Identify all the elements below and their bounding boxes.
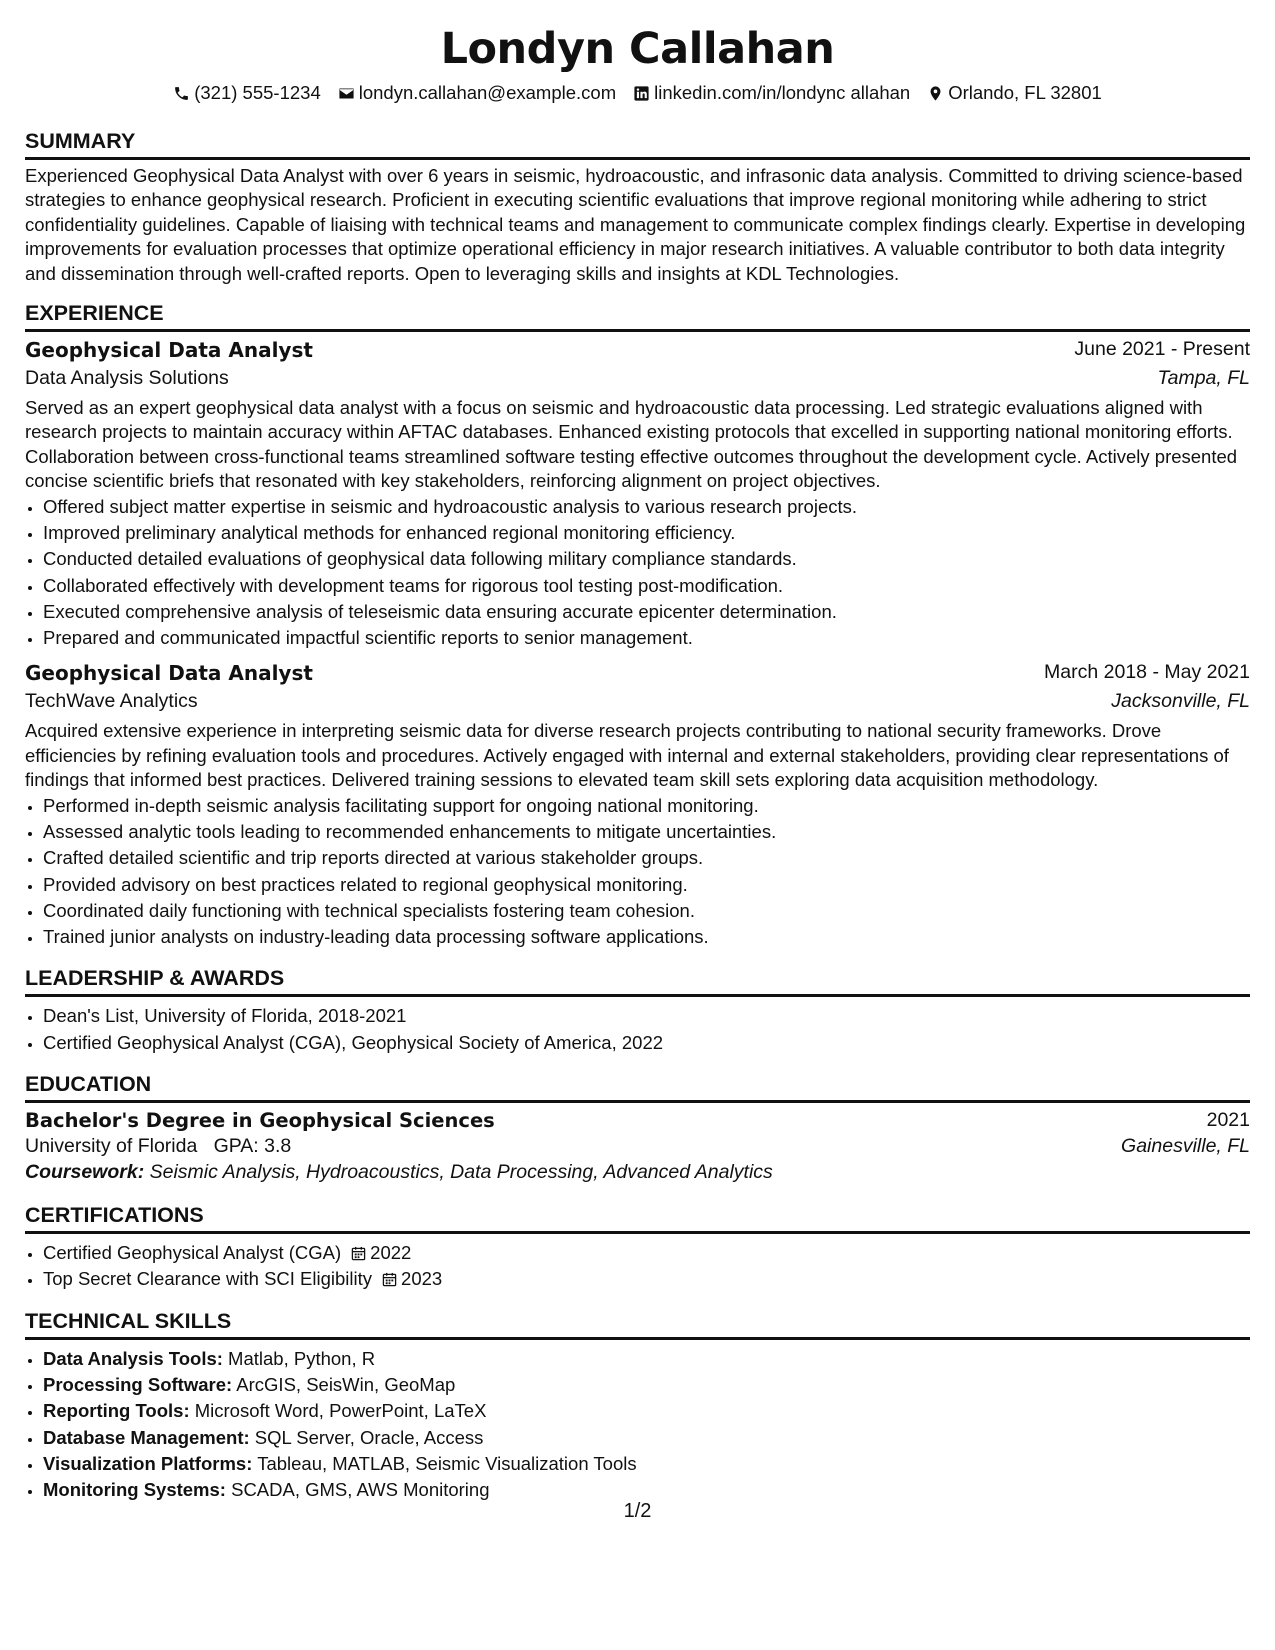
skill-value: SQL Server, Oracle, Access (254, 1426, 484, 1448)
awards-list (25, 1003, 1250, 1056)
skill-label: Database Management: (43, 1426, 250, 1448)
calendar-icon (351, 1246, 366, 1261)
skill-value: Tableau, MATLAB, Seismic Visualization Tools (257, 1452, 637, 1474)
list-item (43, 1266, 1250, 1292)
summary-text: Experienced Geophysical Data Analyst with over 6 years in seismic, hydroacoustic, and infrasonic data analysis. Committed to driving science-based strategies to enhance geophysical research. Proficient in executing scientific evaluations that improve regional monitoring while adhering to strict confidentiality guidelines. Capable of liaising with technical teams and management to communicate complex findings clearly. Expertise in developing improvements for evaluation processes that optimize operational efficiency in major research initiatives. A valuable contributor to both data integrity and dissemination through well-crafted reports. Open to leveraging skills and insights at KDL Technologies. (25, 165, 1246, 284)
job-dates: June 2021 - Present (1074, 338, 1250, 361)
job-location: Jacksonville, FL (1111, 690, 1250, 713)
job-company: Data Analysis Solutions (25, 367, 229, 390)
list-item: • Improved preliminary analytical methods for enhanced regional monitoring efficiency. (43, 520, 1250, 546)
skill-value: Microsoft Word, PowerPoint, LaTeX (194, 1400, 487, 1422)
skills-list (25, 1346, 1250, 1504)
list-item (43, 1346, 1250, 1372)
certifications-heading: CERTIFICATIONS (25, 1201, 1250, 1234)
skill-label: Monitoring Systems: (43, 1479, 226, 1501)
email-text: londyn.callahan@example.com (358, 82, 617, 103)
list-item: • Dean's List, University of Florida, 2018-2021 (43, 1003, 1250, 1029)
candidate-name: Londyn Callahan (440, 24, 835, 74)
list-item (43, 1425, 1250, 1451)
certifications-section (25, 1201, 1250, 1293)
cert-year: 2023 (401, 1268, 443, 1290)
contact-email[interactable] (338, 80, 616, 106)
skill-value: Matlab, Python, R (228, 1347, 376, 1369)
job-entry (25, 661, 1250, 950)
awards-section (25, 964, 1250, 1056)
list-item: • Crafted detailed scientific and trip reports directed at various stakeholder groups. (43, 845, 1250, 871)
page-number: 1/2 (623, 1500, 652, 1522)
job-location: Tampa, FL (1157, 367, 1250, 390)
skills-heading: TECHNICAL SKILLS (25, 1307, 1250, 1340)
education-section (25, 1070, 1250, 1187)
contact-phone (173, 80, 321, 106)
school-name: University of Florida (25, 1135, 198, 1158)
list-item: • Offered subject matter expertise in seismic and hydroacoustic analysis to various research projects. (43, 494, 1250, 520)
envelope-icon (338, 85, 355, 102)
summary-heading: SUMMARY (25, 127, 1250, 160)
job-dates: March 2018 - May 2021 (1044, 661, 1250, 684)
gpa: GPA: 3.8 (213, 1135, 292, 1158)
list-item (43, 1372, 1250, 1398)
list-item (43, 1451, 1250, 1477)
list-item: • Executed comprehensive analysis of teleseismic data ensuring accurate epicenter determination. (43, 599, 1250, 625)
list-item: • Coordinated daily functioning with technical specialists fostering team cohesion. (43, 898, 1250, 924)
job-description: Acquired extensive experience in interpreting seismic data for diverse research projects contributing to national security frameworks. Drove efficiencies by refining evaluation tools and procedures. Actively engaged with internal and external stakeholders, providing clear representations of findings that informed best practices. Delivered training sessions to elevated team skill sets exploring data acquisition methodology. (25, 720, 1229, 791)
cert-name: Top Secret Clearance with SCI Eligibility (43, 1268, 373, 1290)
education-heading: EDUCATION (25, 1070, 1250, 1103)
contact-bar (25, 80, 1250, 106)
job-title: Geophysical Data Analyst (25, 661, 313, 686)
skills-section (25, 1307, 1250, 1504)
coursework (25, 1158, 1250, 1187)
list-item: • Certified Geophysical Analyst (CGA), Geophysical Society of America, 2022 (43, 1030, 1250, 1056)
degree-title: Bachelor's Degree in Geophysical Sciences (25, 1109, 495, 1133)
linkedin-text: linkedin.com/in/londync allahan (654, 82, 911, 103)
contact-linkedin[interactable] (633, 80, 910, 106)
job-title: Geophysical Data Analyst (25, 338, 313, 363)
list-item: • Prepared and communicated impactful scientific reports to senior management. (43, 625, 1250, 651)
skill-value: SCADA, GMS, AWS Monitoring (231, 1479, 490, 1501)
location-text: Orlando, FL 32801 (948, 82, 1102, 103)
cert-name: Certified Geophysical Analyst (CGA) (43, 1242, 342, 1264)
list-item: • Conducted detailed evaluations of geophysical data following military compliance standards. (43, 546, 1250, 572)
list-item (43, 1240, 1250, 1266)
coursework-label: Coursework: (25, 1161, 145, 1184)
linkedin-icon (633, 85, 650, 102)
skill-value: ArcGIS, SeisWin, GeoMap (236, 1373, 456, 1395)
school-location: Gainesville, FL (1121, 1135, 1250, 1158)
list-item: • Assessed analytic tools leading to recommended enhancements to mitigate uncertainties. (43, 819, 1250, 845)
contact-location (927, 80, 1102, 106)
list-item: • Provided advisory on best practices related to regional geophysical monitoring. (43, 872, 1250, 898)
calendar-icon (382, 1272, 397, 1287)
skill-label: Processing Software: (43, 1373, 233, 1395)
skill-label: Reporting Tools: (43, 1400, 190, 1422)
job-company: TechWave Analytics (25, 690, 198, 713)
job-description: Served as an expert geophysical data analyst with a focus on seismic and hydroacoustic data processing. Led strategic evaluations aligned with research projects to maintain accuracy within AFTAC databases. Enhanced existing protocols that excelled in supporting national monitoring efforts. Collaboration between cross-functional teams streamlined software testing effective outcomes throughout the development cycle. Actively presented concise scientific briefs that resonated with key stakeholders, reinforcing alignment on project objectives. (25, 397, 1238, 492)
skill-label: Visualization Platforms: (43, 1452, 253, 1474)
coursework-text: Seismic Analysis, Hydroacoustics, Data Processing, Advanced Analytics (149, 1161, 773, 1184)
job-bullets (25, 793, 1250, 951)
list-item: • Trained junior analysts on industry-leading data processing software applications. (43, 924, 1250, 950)
list-item: • Performed in-depth seismic analysis facilitating support for ongoing national monitoring. (43, 793, 1250, 819)
certifications-list (25, 1240, 1250, 1293)
job-entry (25, 338, 1250, 651)
list-item: • Collaborated effectively with development teams for rigorous tool testing post-modification. (43, 573, 1250, 599)
experience-section (25, 299, 1250, 950)
phone-text: (321) 555-1234 (194, 82, 321, 103)
list-item (43, 1398, 1250, 1424)
skill-label: Data Analysis Tools: (43, 1347, 223, 1369)
summary-section (25, 127, 1250, 286)
cert-year: 2022 (370, 1242, 412, 1264)
awards-heading: LEADERSHIP & AWARDS (25, 964, 1250, 997)
experience-heading: EXPERIENCE (25, 299, 1250, 332)
resume-page (25, 18, 1250, 1503)
map-pin-icon (927, 85, 944, 102)
phone-icon (173, 85, 190, 102)
graduation-year: 2021 (1206, 1109, 1250, 1132)
job-bullets (25, 494, 1250, 652)
